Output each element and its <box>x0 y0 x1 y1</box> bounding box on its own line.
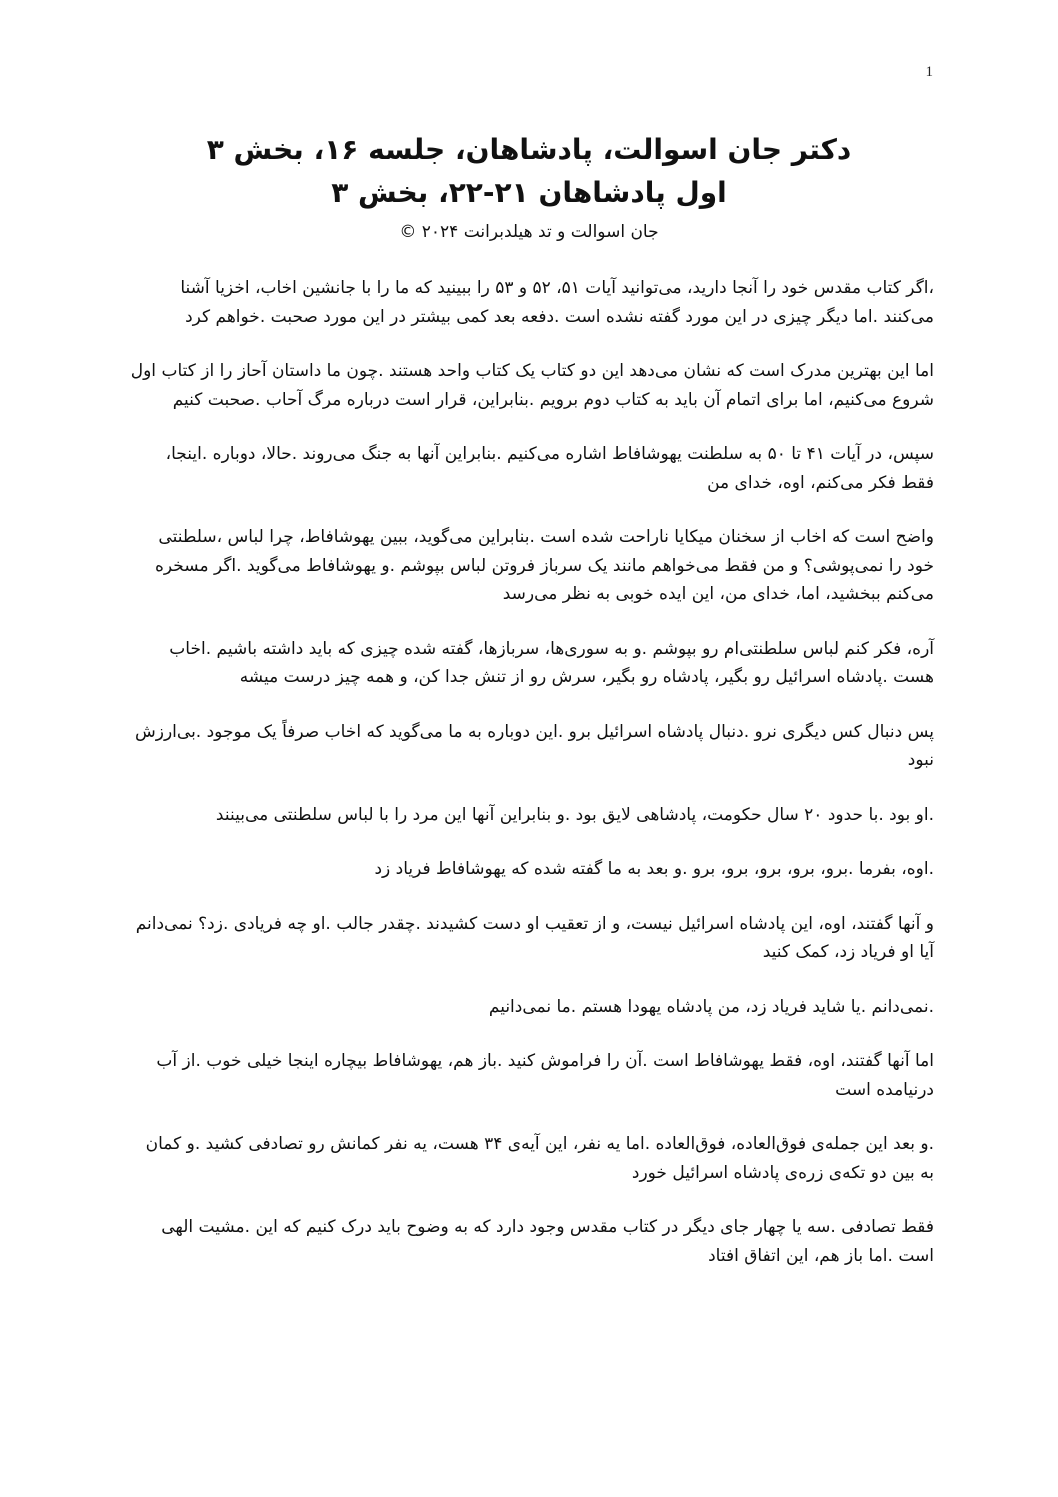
paragraph: اما این بهترین مدرک است که نشان می‌دهد این دو کتاب یک کتاب واحد هستند .چون ما داستان آحاز را از کتاب اول شروع می‌کنیم، اما برای اتمام آن باید به کتاب دوم برویم .بنابراین، قرار است درباره مرگ آحاب .صحبت کنیم <box>130 361 934 410</box>
document-subtitle: اول پادشاهان ۲۱-۲۲، بخش ۳ <box>331 176 727 209</box>
document-header <box>100 128 958 246</box>
paragraph: و آنها گفتند، اوه، این پادشاه اسرائیل نیست، و از تعقیب او دست کشیدند .چقدر جالب .او چه فریادی .زد؟ نمی‌دانم آیا او فریاد زد، کمک کنید <box>135 913 934 962</box>
page-number: 1 <box>925 64 933 80</box>
paragraph: پس دنبال کس دیگری نرو .دنبال پادشاه اسرائیل برو .این دوباره به ما می‌گوید که اخاب صرفاً یک موجود .بی‌ارزش نبود <box>135 721 934 770</box>
paragraph: واضح است که اخاب از سخنان میکایا ناراحت شده است .بنابراین می‌گوید، ببین یهوشافاط، چرا لباس ،سلطنتی خود را نمی‌پوشی؟ و من فقط می‌خواهم مانند یک سرباز فروتن لباس بپوشم .و یهوشافاط می‌گوید .اگر مسخره می‌کنم ببخشید، اما، خدای من، این ایده خوبی به نظر می‌رسد <box>155 527 934 604</box>
paragraph: .و بعد این جمله‌ی فوق‌العاده، فوق‌العاده .اما یه نفر، این آیه‌ی ۳۴ هست، یه نفر کمانش رو تصادفی کشید .و کمان به بین دو تکه‌ی زره‌ی پادشاه اسرائیل خورد <box>145 1134 934 1183</box>
paragraph: فقط تصادفی .سه یا چهار جای دیگر در کتاب مقدس وجود دارد که به وضوح باید درک کنیم که این .مشیت الهی است .اما باز هم، این اتفاق افتاد <box>161 1217 934 1266</box>
copyright-line: جان اسوالت و تد هیلدبرانت ۲۰۲۴ © <box>399 222 659 242</box>
document-title: دکتر جان اسوالت، پادشاهان، جلسه ۱۶، بخش ۳ <box>206 133 852 166</box>
paragraph: سپس، در آیات ۴۱ تا ۵۰ به سلطنت یهوشافاط اشاره می‌کنیم .بنابراین آنها به جنگ می‌روند .حالا، دوباره .اینجا، فقط فکر می‌کنم، اوه، خدای من <box>165 444 934 493</box>
paragraph: اما آنها گفتند، اوه، فقط یهوشافاط است .آن را فراموش کنید .باز هم، یهوشافاط بیچاره اینجا خیلی خوب .از آب درنیامده است <box>156 1051 934 1100</box>
paragraph: .نمی‌دانم .یا شاید فریاد زد، من پادشاه یهودا هستم .ما نمی‌دانیم <box>488 996 934 1017</box>
paragraph: ،اگر کتاب مقدس خود را آنجا دارید، می‌توانید آیات ۵۱، ۵۲ و ۵۳ را ببینید که ما را با جانشین اخاب، اخزیا آشنا می‌کنند .اما دیگر چیزی در این مورد گفته نشده است .دفعه بعد کمی بیشتر در این مورد صحبت .خواهم کرد <box>180 278 934 327</box>
paragraph: .اوه، بفرما .برو، برو، برو، برو، برو .و بعد به ما گفته شده که یهوشافاط فریاد زد <box>374 859 934 879</box>
document-body <box>128 274 934 1296</box>
paragraph: .او بود .با حدود ۲۰ سال حکومت، پادشاهی لایق بود .و بنابراین آنها این مرد را با لباس سلطنتی می‌بینند <box>215 804 934 825</box>
paragraph: آره، فکر کنم لباس سلطنتی‌ام رو بپوشم .و به سوری‌ها، سربازها، گفته شده چیزی که باید داشته باشیم .اخاب هست .پادشاه اسرائیل رو بگیر، پادشاه رو بگیر، سرش رو از تنش جدا کن، و همه چیز درست میشه <box>169 638 934 687</box>
